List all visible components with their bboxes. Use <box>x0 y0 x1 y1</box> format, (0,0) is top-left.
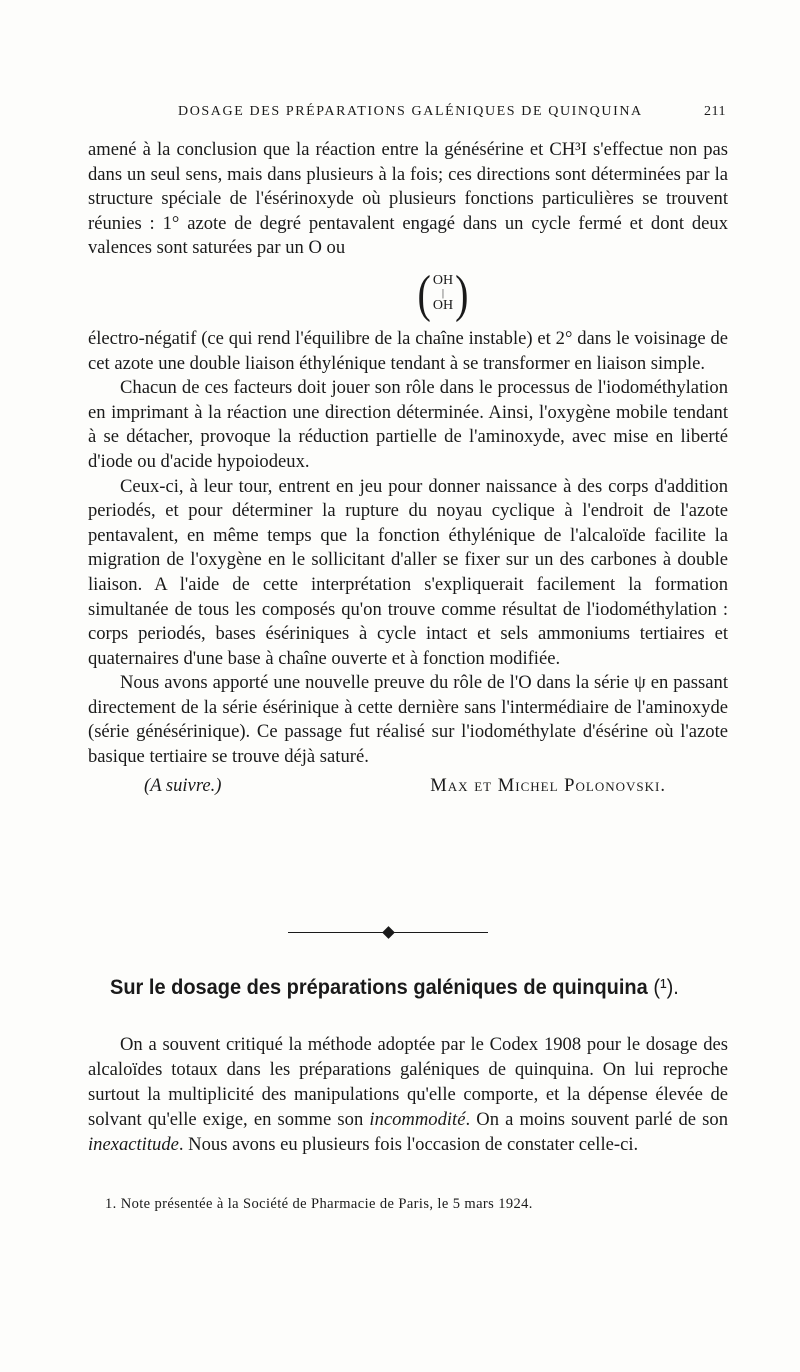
article-body <box>88 1032 728 1157</box>
paragraph-4: Nous avons apporté une nouvelle preuve du rôle de l'O dans la série ψ en passant directement de la série ésérinique à cette dernière sans l'intermédiaire de l'aminoxyde (série génésérinique). Ce passage fut réalisé sur l'iodométhylate d'ésérine où l'azote basique tertiaire se trouve déjà saturé. <box>88 672 728 768</box>
paragraph-1b: électro-négatif (ce qui rend l'équilibre de la chaîne instable) et 2° dans le voisinage de cet azote une double liaison éthylénique tendant à se transformer en liaison simple. <box>88 327 728 374</box>
formula-stack <box>431 273 455 314</box>
divider-line-left <box>288 932 385 934</box>
article-title <box>110 975 687 1000</box>
italic-incommodite: incommodité <box>369 1109 466 1130</box>
section-divider <box>288 928 488 937</box>
article-body-start: On a souvent critiqué la méthode adoptée par le Codex 1908 pour le dosage des alcaloïdes totaux dans les préparations galéniques de quinquina. On lui reproche surtout la multiplicité des manipulations qu'elle comporte, et la dépense élevée de solvant qu'elle exige, en somme son <box>88 1034 728 1130</box>
article-paragraph <box>88 1032 728 1157</box>
signature <box>88 774 728 799</box>
hydroxyl-formula <box>158 261 728 327</box>
to-be-continued: (A suivre.) <box>144 774 222 796</box>
authors: Max et Michel Polonovski. <box>430 774 666 796</box>
paragraph-2: Chacun de ces facteurs doit jouer son rôle dans le processus de l'iodométhylation en imprimant à la réaction une direction déterminée. Ainsi, l'oxygène mobile tendant à se détacher, provoque la réduction partielle de l'aminoxyde, avec mise en liberté d'iode ou d'acide hypoiodeux. <box>88 377 728 472</box>
formula-right-paren: ) <box>455 264 469 323</box>
divider-line-right <box>392 932 489 934</box>
article-body-end: . Nous avons eu plusieurs fois l'occasion de constater celle-ci. <box>178 1134 639 1155</box>
paragraph-3: Ceux-ci, à leur tour, entrent en jeu pour donner naissance à des corps d'addition periodés, et pour déterminer la rupture du noyau cyclique à l'endroit de l'azote pentavalent, en même temps que la fonction éthylénique de l'alcaloïde facilite la migration de l'oxygène en le sollicitant d'aller se fixer sur un des carbones à double liaison. A l'aide de cette interprétation s'expliquerait facilement la formation simultanée de tous les composés qu'on trouve comme résultat de l'iodométhylation : corps periodés, bases ésériniques à cycle intact et sels ammoniums tertiaires et quaternaires d'une base à chaîne ouverte et à fonction modifiée. <box>88 475 728 669</box>
formula-left-paren: ( <box>417 264 431 323</box>
formula-top: OH <box>432 273 454 289</box>
footnote: 1. Note présentée à la Société de Pharmacie de Paris, le 5 mars 1924. <box>105 1196 533 1212</box>
divider-diamond <box>382 926 395 939</box>
formula-bottom: OH <box>432 298 454 314</box>
article-title-text: Sur le dosage des préparations galéniques de quinquina <box>110 975 648 999</box>
footnote-marker: (¹). <box>653 975 679 999</box>
running-head-title: DOSAGE DES PRÉPARATIONS GALÉNIQUES DE QUINQUINA <box>178 104 643 119</box>
formula-bond: | <box>441 287 445 300</box>
article-body-mid: . On a moins souvent parlé de son <box>465 1109 728 1130</box>
body-text <box>88 138 728 798</box>
paragraph-1a: amené à la conclusion que la réaction entre la génésérine et CH³I s'effectue non pas dans un seul sens, mais dans plusieurs à la fois; ces directions sont déterminées par la structure spéciale de l'ésérinoxyde où plusieurs fonctions particulières se trouvent réunies : 1° azote de degré pentavalent engagé dans un cycle fermé et dont deux valences sont saturées par un O ou <box>88 139 728 259</box>
page-number: 211 <box>704 104 726 119</box>
italic-inexactitude: inexactitude <box>88 1134 179 1155</box>
